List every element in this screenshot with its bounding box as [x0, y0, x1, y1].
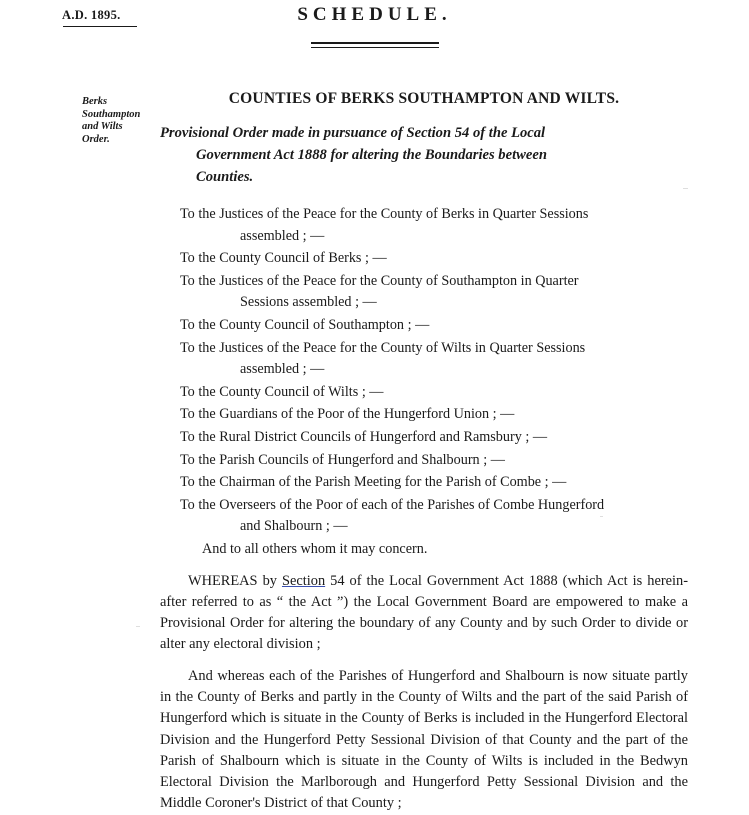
addressee-line-2: Sessions assembled ; — — [240, 294, 377, 311]
final-addressee: And to all others whom it may concern. — [202, 540, 428, 557]
provisional-order-statement — [160, 122, 688, 188]
scan-artifact — [683, 188, 688, 189]
main-column — [160, 80, 688, 815]
addressee-line-1: To the County Council of Wilts ; — — [180, 383, 384, 400]
year-label: A.D. 1895. — [62, 8, 121, 22]
addressee-line-1: To the Justices of the Peace for the County of Berks in Quarter Sessions — [180, 206, 589, 222]
addressee-line-1: To the Justices of the Peace for the County of Wilts in Quarter Sessions — [180, 339, 586, 356]
scan-artifact — [600, 516, 603, 517]
page-title: SCHEDULE. — [297, 4, 452, 25]
addressee-line-1: To the Justices of the Peace for the County of Southampton in Quarter — [180, 272, 579, 289]
title-divider — [311, 42, 439, 48]
section-link[interactable]: Section — [281, 572, 326, 589]
scan-artifact — [136, 626, 140, 627]
provisional-order-line-2: Government Act 1888 for altering the Boundaries between — [196, 147, 547, 163]
year-underline — [63, 26, 137, 27]
addressee-line-1: To the Rural District Councils of Hungerford and Ramsbury ; — — [180, 428, 548, 445]
list-item — [180, 404, 688, 426]
paragraph-prefix: WHEREAS by — [188, 572, 282, 589]
list-item — [180, 315, 688, 337]
addressee-line-1: To the Parish Councils of Hungerford and Shalbourn ; — — [180, 451, 505, 468]
provisional-order-line-1: Provisional Order made in pursuance of Section 54 of the Local — [160, 125, 546, 141]
list-item — [180, 472, 688, 494]
paragraph-and-whereas — [160, 666, 688, 815]
addressee-line-1: To the Overseers of the Poor of each of the Parishes of Combe Hungerford — [180, 496, 605, 513]
addressee-line-1: To the Guardians of the Poor of the Hungerford Union ; — — [180, 406, 515, 423]
list-item — [180, 338, 688, 381]
list-item — [180, 248, 688, 270]
list-item — [180, 204, 688, 247]
paragraph-suffix: And whereas each of the Parishes of Hungerford and Shalbourn is now situate partly in the County of Berks and partly in the County of Wilts and the part of the said Parish of Hungerford which is situate in the County of Berks is included in the Hungerford Electoral Division and the Hungerford Petty Sessional Division of that County and the part of the Parish of Shalbourn which is situate in the County of Wilts is included in the Bedwyn Electoral Division the Marlborough and Hungerford Petty Sessional Division and the Middle Coroner's District of that County ; — [160, 667, 688, 812]
addressee-line-1: To the County Council of Berks ; — — [180, 250, 387, 267]
paragraph-whereas — [160, 571, 688, 656]
addressee-line-1: To the Chairman of the Parish Meeting for the Parish of Combe ; — — [180, 474, 567, 491]
addressee-line-2: and Shalbourn ; — — [240, 518, 348, 535]
page-header — [0, 0, 749, 40]
paragraph-suffix: 54 of the Local Government Act 1888 (which Act is herein-after referred to as “ the Act ”) the Local Government Board are empowered to make a Provisional Order for altering the boundary of any County and by such Order to divide or alter any electoral division ; — [160, 572, 688, 653]
addressee-list — [160, 204, 688, 561]
addressee-line-1: To the County Council of Southampton ; — — [180, 316, 430, 333]
addressee-line-2: assembled ; — — [240, 227, 325, 244]
marginal-note: Berks Southampton and Wilts Order. — [82, 96, 141, 145]
addressee-line-2: assembled ; — — [240, 361, 325, 378]
list-item — [180, 271, 688, 314]
list-item — [180, 427, 688, 449]
counties-heading: COUNTIES OF BERKS SOUTHAMPTON AND WILTS. — [228, 90, 620, 107]
provisional-order-line-3: Counties. — [196, 169, 254, 185]
list-item — [180, 382, 688, 404]
list-item — [180, 450, 688, 472]
list-item — [180, 495, 688, 538]
